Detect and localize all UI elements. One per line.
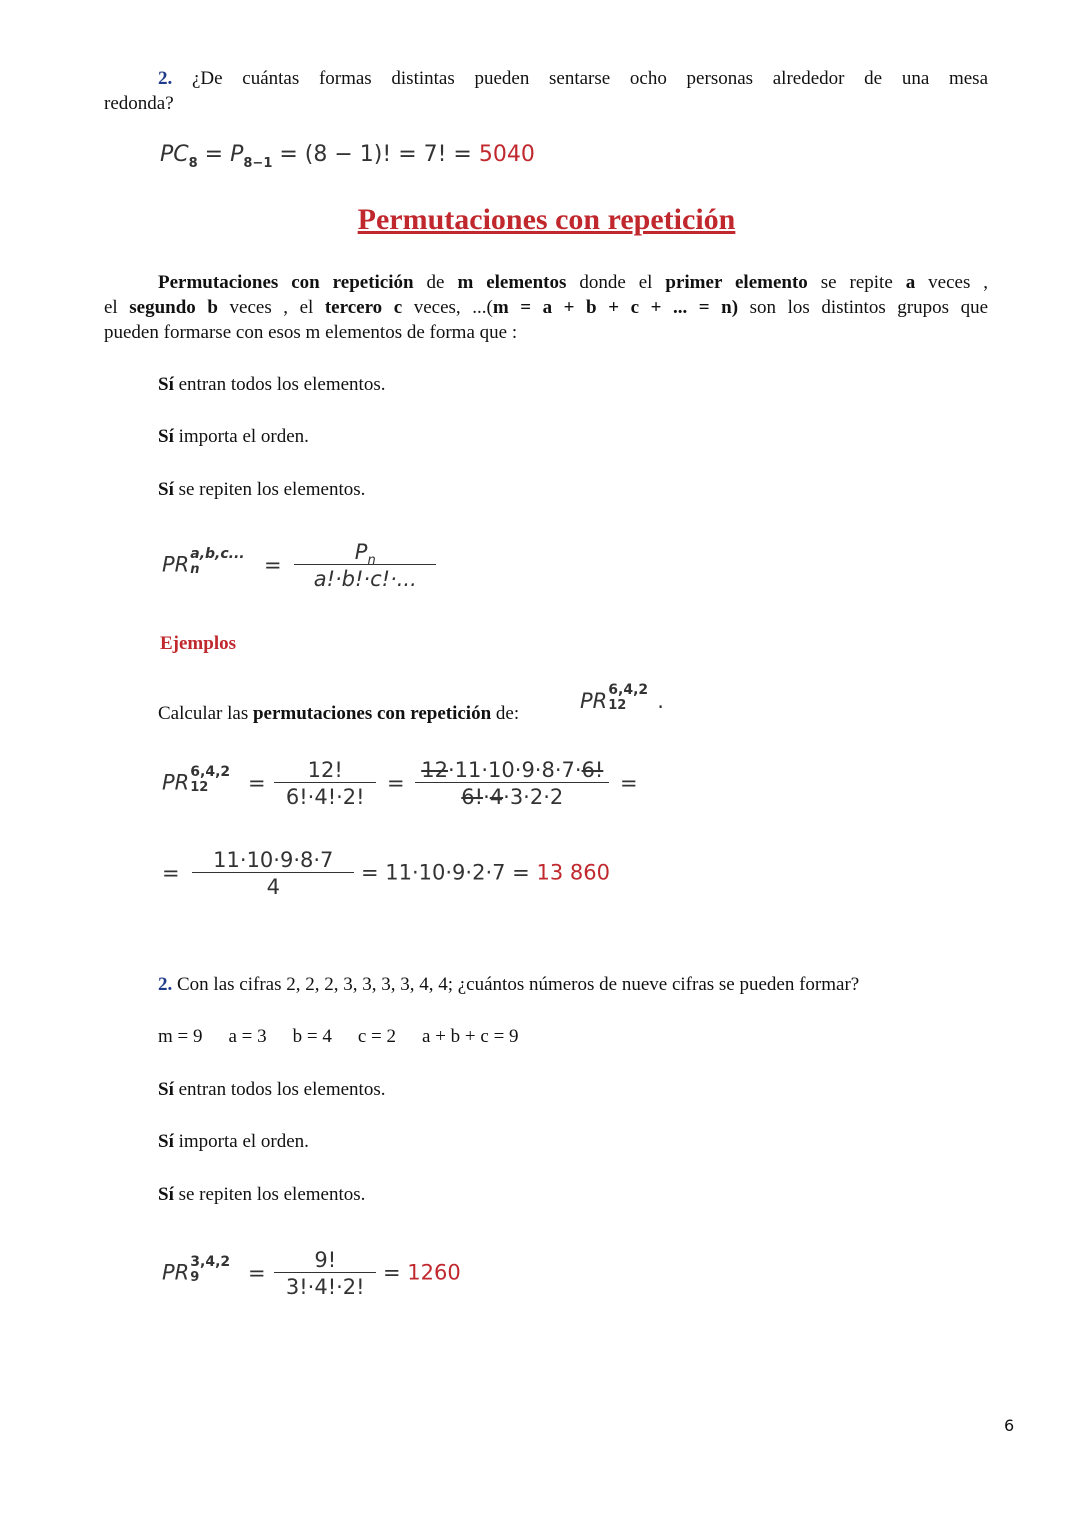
example-1-result: 13 860: [536, 860, 610, 885]
question-2: [104, 66, 988, 91]
fraction-simplified: $\frac{12\cdot 11\cdot 10\cdot 9\cdot 8\cdot 7\cdot 6!}{6!\cdot 4\cdot 3\cdot 2\cdot 2}$: [415, 758, 609, 809]
property-item: Sí entran todos los elementos.: [158, 374, 386, 395]
example-1-prompt: Calcular las permutaciones con repetición de:: [158, 703, 520, 724]
definition-line-2: el segundo b veces , el tercero c veces, ...(m = a + b + c + ... = n) son los distintos grupos que: [104, 297, 988, 318]
example-2-formula: PR 3,4,2 9 = $\frac{9!}{3!\cdot 4!\cdot 2!}$ = 1260: [162, 1248, 461, 1299]
formula-result: 5040: [478, 142, 535, 167]
general-formula: PR a,b,c... n = $\frac{P_n}{a!\cdot b!\cdot c!\cdot...}$: [162, 540, 436, 591]
general-fraction: $\frac{P_n}{a!\cdot b!\cdot c!\cdot...}$: [294, 540, 436, 591]
example-1-symbol: PR 6,4,2 12 .: [580, 682, 664, 713]
section-title: Permutaciones con repetición: [357, 203, 736, 236]
page-number: 6: [1004, 1416, 1015, 1435]
example-1-step-1: PR 6,4,2 12 = $\frac{12!}{6!\cdot 4!\cdot 2!}$ = $\frac{12\cdot 11\cdot 10\cdot 9\cdot 8\cdot 7\cdot 6!}{6!\cdot 4\cdot 3\cdot 2\cdot 2}$ =: [162, 758, 638, 809]
examples-heading: Ejemplos: [160, 633, 236, 654]
question-2-line2: redonda?: [104, 93, 174, 114]
fraction: $\frac{11\cdot 10\cdot 9\cdot 8\cdot 7}{4}$: [192, 848, 354, 899]
fraction: $\frac{9!}{3!\cdot 4!\cdot 2!}$: [274, 1248, 376, 1299]
example-2-question: 2. Con las cifras 2, 2, 2, 3, 3, 3, 3, 4, 4; ¿cuántos números de nueve cifras se pueden formar?: [158, 974, 860, 995]
example-2-result: 1260: [407, 1260, 461, 1285]
example-1-step-2: = $\frac{11\cdot 10\cdot 9\cdot 8\cdot 7}{4}$ = 11·10·9·2·7 = 13 860: [162, 848, 610, 899]
definition-line-3: pueden formarse con esos m elementos de forma que :: [104, 322, 518, 343]
property-item: Sí importa el orden.: [158, 1131, 309, 1152]
property-item: Sí importa el orden.: [158, 426, 309, 447]
fraction: $\frac{12!}{6!\cdot 4!\cdot 2!}$: [274, 758, 376, 809]
property-item: Sí se repiten los elementos.: [158, 479, 366, 500]
property-item: Sí entran todos los elementos.: [158, 1079, 386, 1100]
question-text: ¿De cuántas formas distintas pueden sentarse ocho personas alrededor de una mesa: [191, 68, 988, 89]
question-number: 2.: [158, 68, 173, 89]
variables-row: m = 9 a = 3 b = 4 c = 2 a + b + c = 9: [158, 1026, 519, 1047]
definition-line-1: Permutaciones con repetición de m elementos donde el primer elemento se repite a veces ,: [158, 272, 989, 293]
circular-permutation-formula: $PC_8 = P_{8-1} = (8 - 1)$! = 7! = 5040: [160, 142, 535, 171]
property-item: Sí se repiten los elementos.: [158, 1184, 366, 1205]
